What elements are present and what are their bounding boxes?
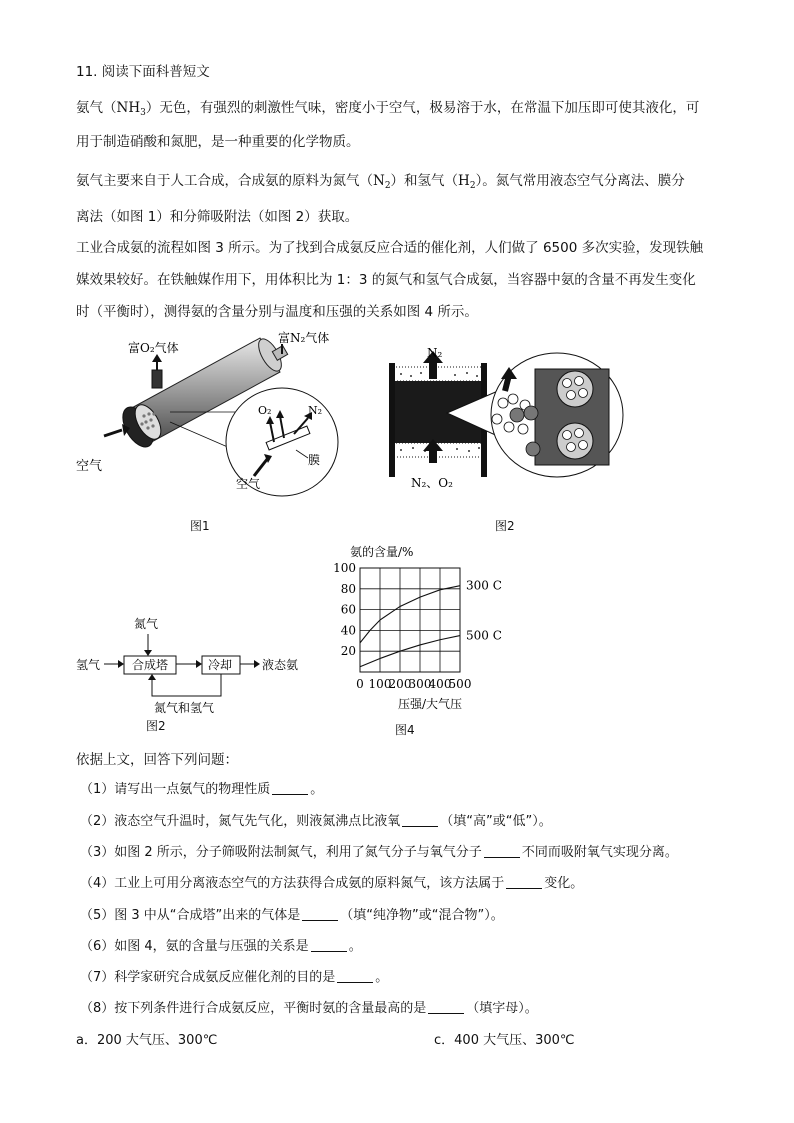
figure-4-caption: 图4 [395,723,415,737]
membrane-label: 膜 [308,453,321,467]
answer-blank-4[interactable] [506,874,542,889]
question-7: （7）科学家研究合成氨反应催化剂的目的是 。 [80,970,389,985]
answer-blank-2[interactable] [402,812,438,827]
chart-series-label-1: 500 C [466,628,502,643]
chart-y-tick: 100 [333,561,356,575]
answer-blank-1[interactable] [272,780,308,795]
chart-y-tick: 20 [340,644,356,659]
o2-label: O₂ [258,404,272,417]
cooler-label: 冷却 [208,658,233,672]
synthesis-tower-label: 合成塔 [132,658,169,672]
recycle-gas-label: 氮气和氢气 [154,701,215,715]
paragraph-2-line-2: 离法（如图 1）和分筛吸附法（如图 2）获取。 [76,209,359,225]
air-inlet-label: 空气 [76,459,103,474]
paragraph-3-line-2: 媒效果较好。在铁触媒作用下，用体积比为 1：3 的氮气和氢气合成氨，当容器中氨的含量不再发生变化 [76,272,696,288]
o2-rich-gas-label: 富O₂气体 [128,341,179,355]
question-1: （1）请写出一点氨气的物理性质 。 [80,782,324,797]
n2-top-label: N₂ [427,346,443,360]
h2-input-label: 氢气 [76,658,101,672]
chart-x-tick: 0 [356,677,364,691]
option-a[interactable]: a．200 大气压、300℃ [76,1033,218,1048]
question-8: （8）按下列条件进行合成氨反应，平衡时氨的含量最高的是 （填字母）。 [80,1001,538,1016]
liquid-ammonia-label: 液态氨 [262,658,299,672]
figure-3-caption: 图2 [146,719,166,733]
answer-blank-7[interactable] [337,968,373,983]
chart-x-tick: 400 [428,677,452,691]
answers-intro: 依据上文，回答下列问题： [76,752,238,768]
question-3: （3）如图 2 所示，分子筛吸附法制氮气，利用了氮气分子与氧气分子 不同而吸附氧气实现分离。 [80,845,678,860]
paragraph-1-line-1: 氨气$(NH_3)$无色，有强烈的刺激性气味，密度小于空气，极易溶于水，在常温下加压即可使其液化，可 [76,100,700,118]
answer-blank-5[interactable] [302,906,338,921]
chart-series-label-0: 300 C [466,578,502,593]
paragraph-3-line-3: 时（平衡时），测得氨的含量分别与温度和压强的关系如图 4 所示。 [76,304,478,320]
chart-series-line-0 [360,586,460,643]
n2-label: N₂ [308,404,323,417]
n2-o2-bottom-label: N₂、O₂ [411,476,453,490]
chart-y-tick: 80 [340,581,356,596]
chart-y-tick: 60 [340,602,356,617]
chart-y-tick: 40 [340,623,356,638]
chart-x-tick: 200 [388,677,412,691]
figure-4-ammonia-chart [322,540,512,715]
figure-2-caption: 图2 [495,519,515,533]
chart-title: 氨的含量/% [350,545,414,559]
paragraph-3-line-1: 工业合成氨的流程如图 3 所示。为了找到合成氨反应合适的催化剂，人们做了 6500 多次实验，发现铁触 [76,240,704,256]
figure-3-process-flow [76,612,316,722]
chart-plot-frame [360,568,460,672]
sieve-top-dots [393,367,483,381]
n2-input-label: 氮气 [134,617,159,631]
paragraph-2-line-1: 氨气主要来自于人工合成，合成氨的原料为氮气$(N_2)$和氢气$(H_2)$。氮气常用液态空气分离法、膜分 [76,173,685,191]
question-2: （2）液态空气升温时，氮气先气化，则液氮沸点比液氧 （填“高”或“低”）。 [80,814,552,829]
question-4: （4）工业上可用分离液态空气的方法获得合成氨的原料氮气，该方法属于 变化。 [80,876,584,891]
option-c[interactable]: c．400 大气压、300℃ [434,1033,575,1048]
n2-rich-gas-label: 富N₂气体 [278,331,330,345]
question-5: （5）图 3 中从“合成塔”出来的气体是 （填“纯净物”或“混合物”）。 [80,908,504,923]
question-6: （6）如图 4，氨的含量与压强的关系是 。 [80,939,362,954]
paragraph-1-line-2: 用于制造硝酸和氮肥，是一种重要的化学物质。 [76,134,360,150]
answer-blank-8[interactable] [428,999,464,1014]
chart-x-tick: 100 [368,677,392,691]
air-label-zoom: 空气 [236,477,261,491]
figure-1-membrane-separation [70,330,340,505]
question-title: 11. 阅读下面科普短文 [76,64,210,80]
figure-2-molecular-sieve [385,345,625,495]
chart-x-tick: 300 [408,677,432,691]
figure-1-caption: 图1 [190,519,210,533]
o2-outlet-pipe [152,370,162,388]
answer-blank-6[interactable] [311,937,347,952]
answer-blank-3[interactable] [484,843,520,858]
chart-x-label: 压强/大气压 [398,697,463,711]
chart-x-tick: 500 [448,677,472,691]
